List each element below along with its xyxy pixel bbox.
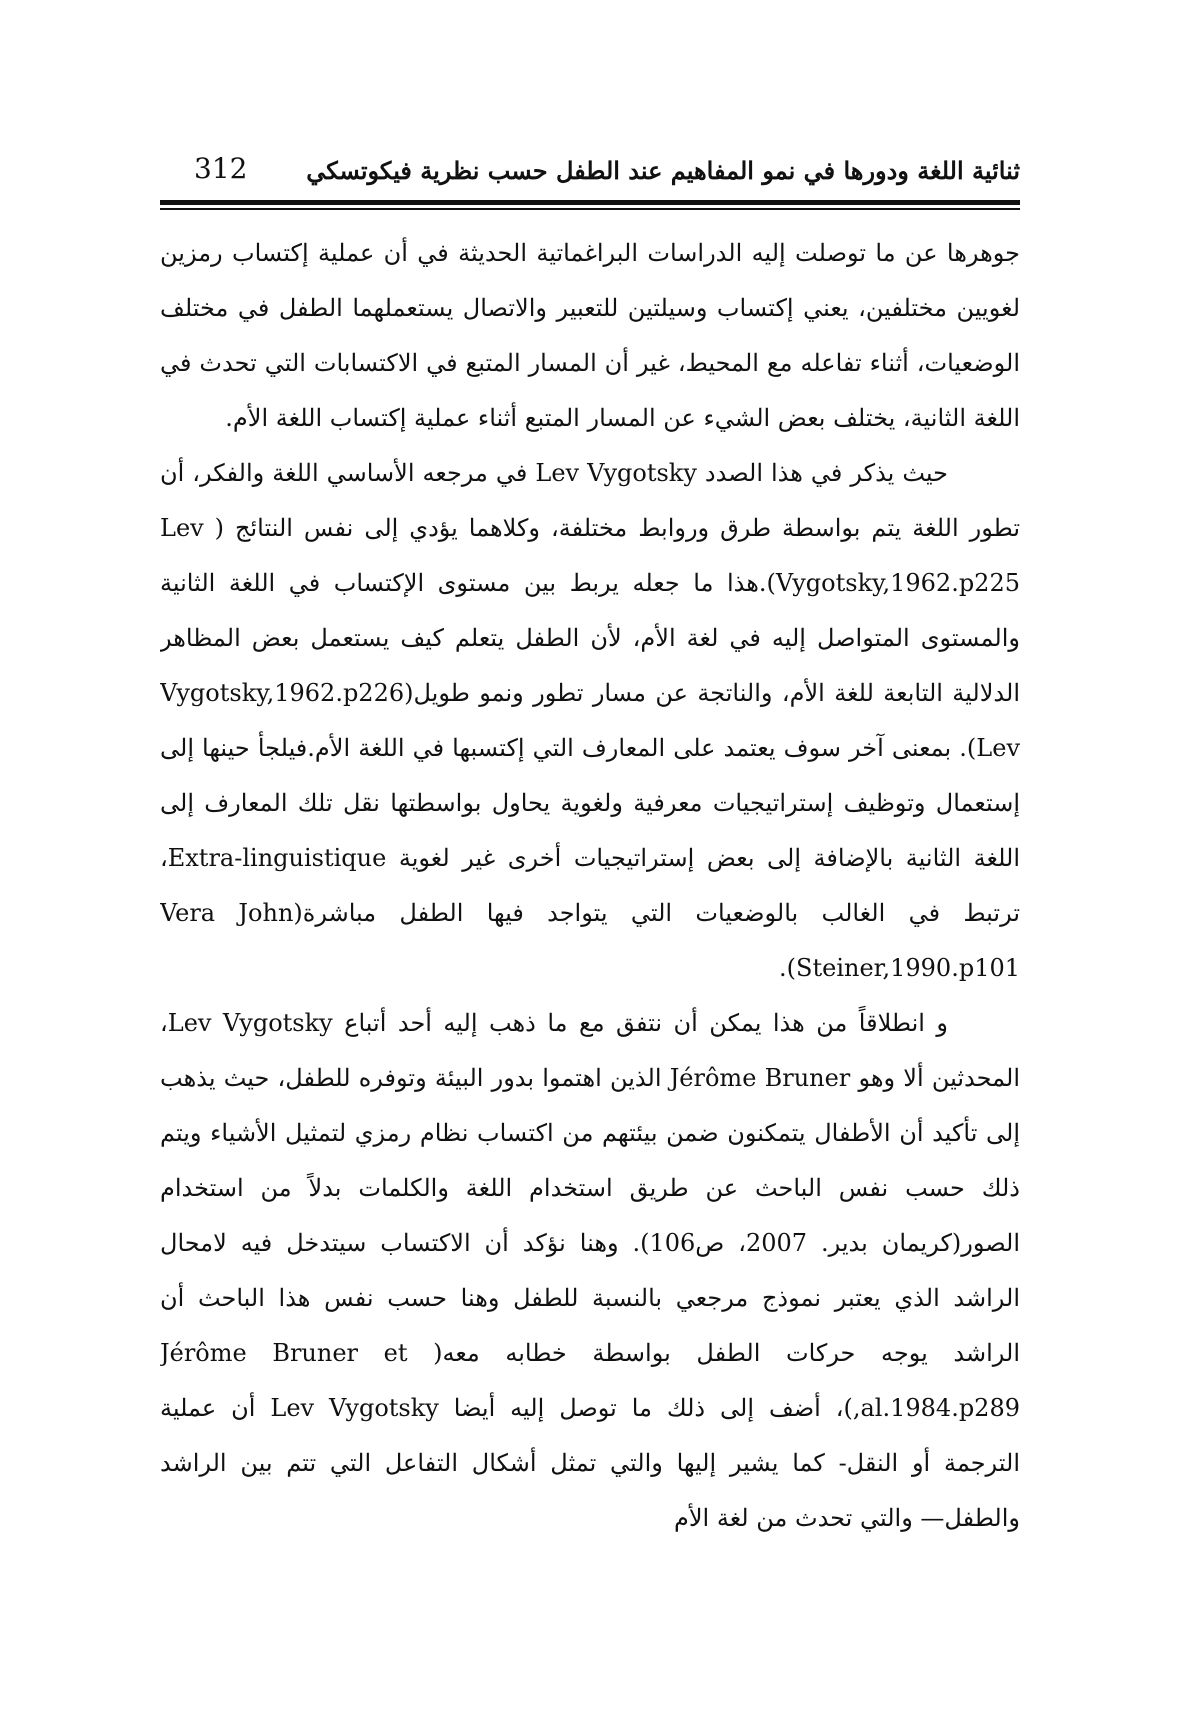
page-number: 312: [194, 152, 248, 185]
document-page: [160, 150, 1020, 1710]
header-rule-thin: [160, 208, 1020, 210]
paragraph-2: حيث يذكر في هذا الصدد Lev Vygotsky في مرجعه الأساسي اللغة والفكر، أن تطور اللغة يتم بواسطة طرق وروابط مختلفة، وكلاهما يؤدي إلى نفس النتائج ( Lev Vygotsky,1962.p225).هذا ما جعله يربط بين مستوى الإكتساب في اللغة الثانية والمستوى المتواصل إليه في لغة الأم، لأن الطفل يتعلم كيف يستعمل بعض المظاهر الدلالية التابعة للغة الأم، والناتجة عن مسار تطور ونمو طويل(Vygotsky,1962.p226 Lev). بمعنى آخر سوف يعتمد على المعارف التي إكتسبها في اللغة الأم.فيلجأ حينها إلى إستعمال وتوظيف إستراتيجيات معرفية ولغوية يحاول بواسطتها نقل تلك المعارف إلى اللغة الثانية بالإضافة إلى بعض إستراتيجيات أخرى غير لغوية Extra-linguistique، ترتبط في الغالب بالوضعيات التي يتواجد فيها الطفل مباشرة(Vera John Steiner,1990.p101).: [160, 458, 1020, 982]
paragraph-3: و انطلاقاً من هذا يمكن أن نتفق مع ما ذهب إليه أحد أتباع Lev Vygotsky، المحدثين ألا وهو Jérôme Bruner الذين اهتموا بدور البيئة وتوفره للطفل، حيث يذهب إلى تأكيد أن الأطفال يتمكنون ضمن بيئتهم من اكتساب نظام رمزي لتمثيل الأشياء ويتم ذلك حسب نفس الباحث عن طريق استخدام اللغة والكلمات بدلاً من استخدام الصور(كريمان بدير. 2007، ص106). وهنا نؤكد أن الاكتساب سيتدخل فيه لامحال الراشد الذي يعتبر نموذج مرجعي بالنسبة للطفل وهنا حسب نفس هذا الباحث أن الراشد يوجه حركات الطفل بواسطة خطابه معه( Jérôme Bruner et al.1984.p289,)، أضف إلى ذلك ما توصل إليه أيضا Lev Vygotsky أن عملية الترجمة أو النقل- كما يشير إليها والتي تمثل أشكال التفاعل التي تتم بين الراشد والطفل— والتي تحدث من لغة الأم: [160, 1008, 1020, 1532]
body-text: [160, 226, 1020, 1546]
running-title: ثنائية اللغة ودورها في نمو المفاهيم عند الطفل حسب نظرية فيكوتسكي: [306, 156, 1020, 185]
header-rule-thick: [160, 200, 1020, 205]
paragraph-1: جوهرها عن ما توصلت إليه الدراسات البراغماتية الحديثة في أن عملية إكتساب رمزين لغويين مختلفين، يعني إكتساب وسيلتين للتعبير والاتصال يستعملهما الطفل في مختلف الوضعيات، أثناء تفاعله مع المحيط، غير أن المسار المتبع في الاكتسابات التي تحدث في اللغة الثانية، يختلف بعض الشيء عن المسار المتبع أثناء عملية إكتساب اللغة الأم.: [160, 238, 1020, 432]
running-header: [160, 150, 1020, 198]
